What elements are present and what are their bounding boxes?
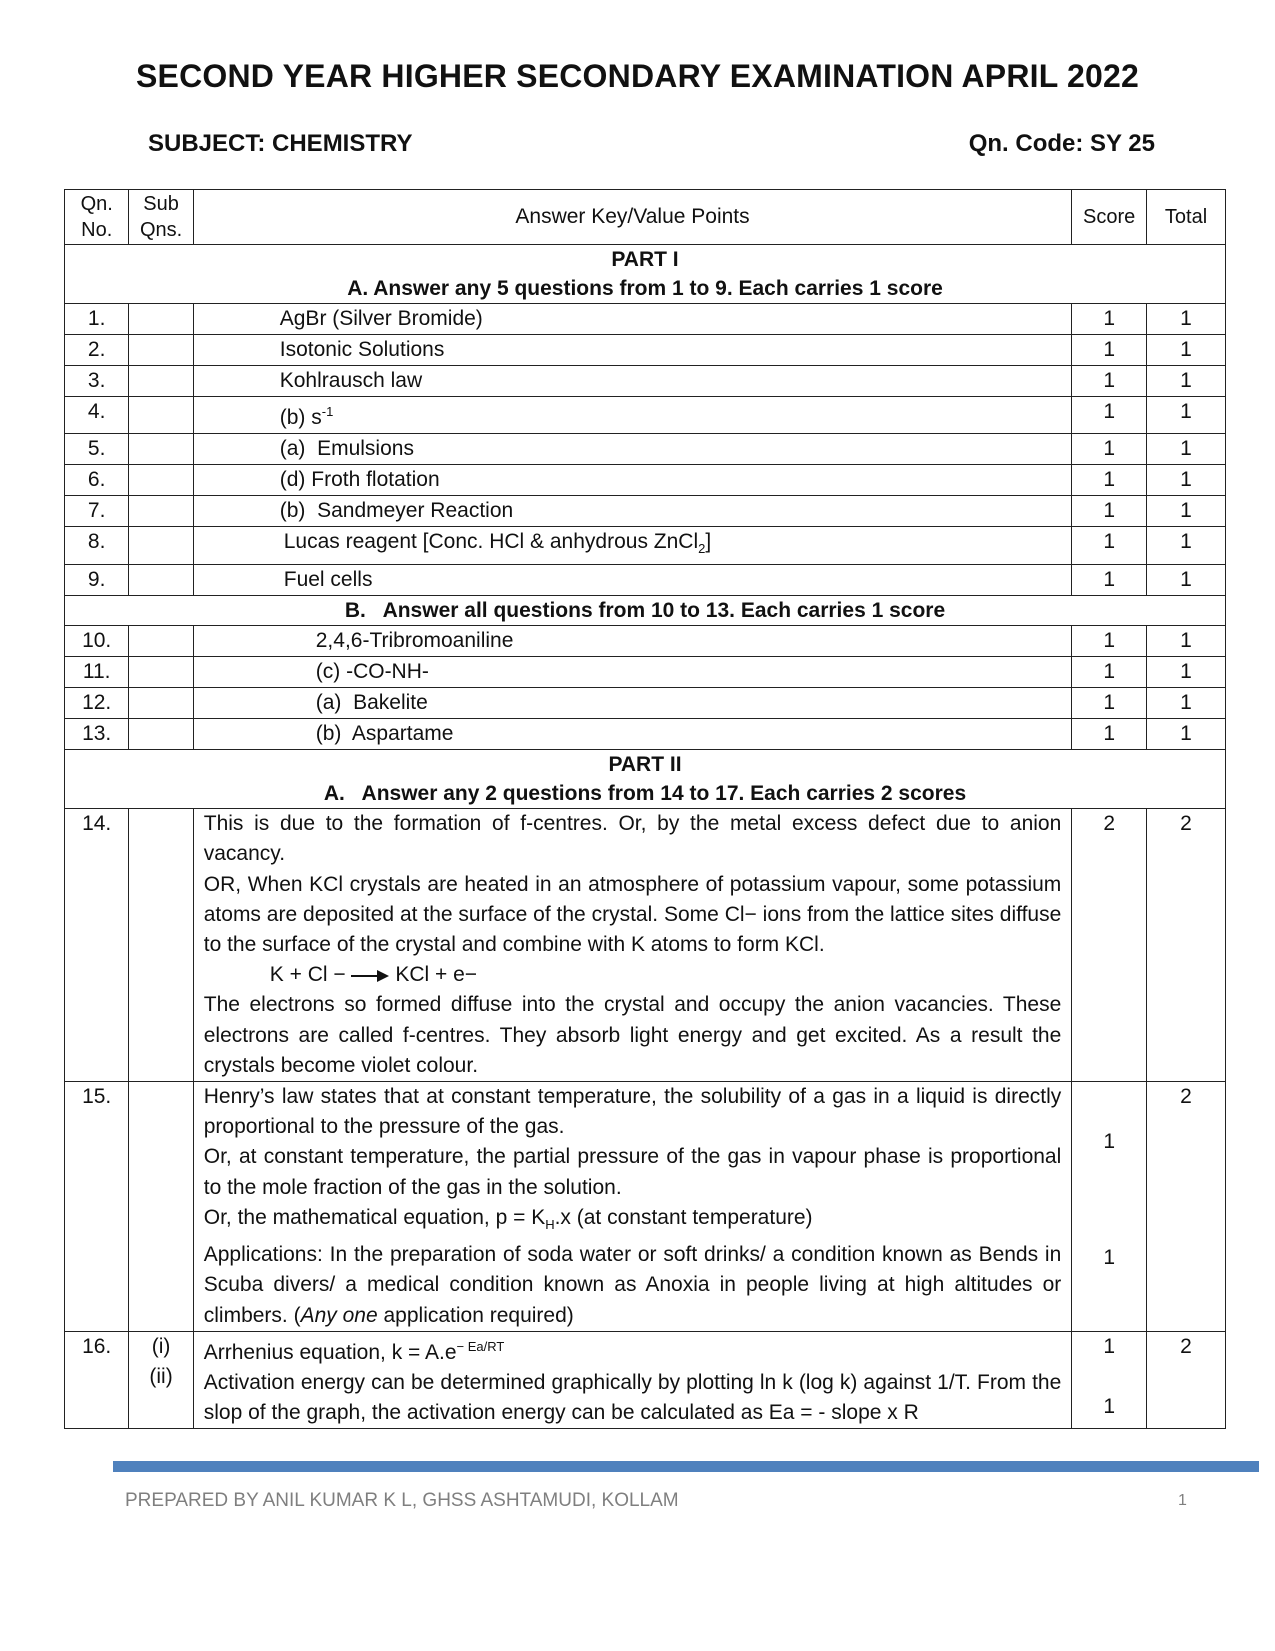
answer-key-table: [64, 189, 1226, 1429]
table-row: 5. (a) Emulsions 1 1: [65, 434, 1226, 465]
table-row: 7. (b) Sandmeyer Reaction 1 1: [65, 496, 1226, 527]
score-cell: 1 1: [1072, 1331, 1147, 1429]
section-header-row: [65, 596, 1226, 626]
col-header-score: Score: [1072, 190, 1147, 245]
part-2-header: [65, 750, 1226, 809]
table-row: 4. (b) $s^{-1}$ 1 1: [65, 397, 1226, 434]
section-title: B. Answer all questions from 10 to 13. Each carries 1 score: [65, 596, 1226, 626]
col-header-answer: Answer Key/Value Points: [193, 190, 1072, 245]
part-header-row: [65, 750, 1226, 809]
equation: K + Cl − KCl + e−: [269, 963, 478, 987]
table-header-row: [65, 190, 1226, 245]
subject-label: SUBJECT: CHEMISTRY: [148, 130, 413, 157]
table-row-q14: 14. This is due to the formation of f-centres. Or, by the metal excess defect due to anion vacancy. OR, When KCl crystals are heated in an atmosphere of potassium vapour, some potassium atoms are deposited at the surface of the crystal. Some Cl− ions from the lattice sites diffuse to the surface of the crystal and combine with K atoms to form KCl. K + Cl − KCl + e− The electrons so formed diffuse into the crystal and occupy the anion vacancies. These electrons are called f-centres. They absorb light energy and get excited. As a result the crystals become violet colour. 2 2: [65, 809, 1226, 1082]
table-row: 8. Lucas reagent [Conc. HCl & anhydrous ZnCl$_2$] 1 1: [65, 527, 1226, 565]
table-row-q16: 16. (i) (ii) Arrhenius equation, $k = A.e^{- Ea/RT}$ Activation energy can be determined graphically by plotting ln k (log k) against 1/T. From the slop of the graph, the activation energy can be calculated as Ea = - slope x R 1 1 2: [65, 1331, 1226, 1429]
table-row: 11. (c) -CO-NH- 1 1: [65, 657, 1226, 688]
table-row: 9. Fuel cells 1 1: [65, 565, 1226, 596]
part-1-header: [65, 245, 1226, 304]
answer-cell: Lucas reagent [Conc. HCl & anhydrous ZnCl$_2$]: [193, 527, 1072, 565]
page-number: 1: [1178, 1492, 1187, 1509]
reaction-arrow-icon: [351, 969, 389, 983]
table-row: 3. Kohlrausch law 1 1: [65, 366, 1226, 397]
table-row: 6. (d) Froth flotation 1 1: [65, 465, 1226, 496]
answer-cell: Henry’s law states that at constant temperature, the solubility of a gas in a liquid is directly proportional to the pressure of the gas. Or, at constant temperature, the partial pressure of the gas in vapour phase is proportional to the mole fraction of the gas in the solution. Or, the mathematical equation, $p = K_H.x$ (at constant temperature) Applications: In the preparation of soda water or soft drinks/ a condition known as Bends in Scuba divers/ a medical condition known as Anoxia in people living at high altitudes or climbers. (Any one application required): [193, 1082, 1072, 1332]
col-header-qn: Qn. No.: [65, 190, 129, 245]
table-row-q15: 15. Henry’s law states that at constant temperature, the solubility of a gas in a liquid is directly proportional to the pressure of the gas. Or, at constant temperature, the partial pressure of the gas in vapour phase is proportional to the mole fraction of the gas in the solution. Or, the mathematical equation, $p = K_H.x$ (at constant temperature) Applications: In the preparation of soda water or soft drinks/ a condition known as Bends in Scuba divers/ a medical condition known as Anoxia in people living at high altitudes or climbers. (Any one application required) 1 1 2: [65, 1082, 1226, 1332]
table-row: 1. AgBr (Silver Bromide) 1 1: [65, 304, 1226, 335]
part-header-row: [65, 245, 1226, 304]
col-header-sub: Sub Qns.: [129, 190, 193, 245]
table-row: 2. Isotonic Solutions 1 1: [65, 335, 1226, 366]
sub-question-cell: (i) (ii): [129, 1331, 193, 1429]
col-header-total: Total: [1147, 190, 1226, 245]
question-code: Qn. Code: SY 25: [968, 130, 1155, 157]
table-row: 12. (a) Bakelite 1 1: [65, 688, 1226, 719]
part-title: PART II: [608, 753, 682, 777]
score-cell: 1 1: [1072, 1082, 1147, 1332]
answer-cell: This is due to the formation of f-centres. Or, by the metal excess defect due to anion vacancy. OR, When KCl crystals are heated in an atmosphere of potassium vapour, some potassium atoms are deposited at the surface of the crystal. Some Cl− ions from the lattice sites diffuse to the surface of the crystal and combine with K atoms to form KCl. K + Cl − KCl + e− The electrons so formed diffuse into the crystal and occupy the anion vacancies. These electrons are called f-centres. They absorb light energy and get excited. As a result the crystals become violet colour.: [193, 809, 1072, 1082]
footer-bar: [113, 1461, 1259, 1472]
answer-cell: Arrhenius equation, $k = A.e^{- Ea/RT}$ Activation energy can be determined graphically by plotting ln k (log k) against 1/T. From the slop of the graph, the activation energy can be calculated as Ea = - slope x R: [193, 1331, 1072, 1429]
part-title: PART I: [611, 248, 679, 271]
table-row: 13. (b) Aspartame 1 1: [65, 719, 1226, 750]
section-title: A. Answer any 2 questions from 14 to 17. Each carries 2 scores: [323, 782, 967, 806]
page-title: SECOND YEAR HIGHER SECONDARY EXAMINATION APRIL 2022: [136, 58, 1139, 94]
footer-credit: PREPARED BY ANIL KUMAR K L, GHSS ASHTAMUDI, KOLLAM: [125, 1490, 679, 1511]
table-row: 10. 2,4,6-Tribromoaniline 1 1: [65, 626, 1226, 657]
answer-cell: (b) $s^{-1}$: [193, 397, 1072, 434]
section-title: A. Answer any 5 questions from 1 to 9. Each carries 1 score: [347, 277, 943, 300]
